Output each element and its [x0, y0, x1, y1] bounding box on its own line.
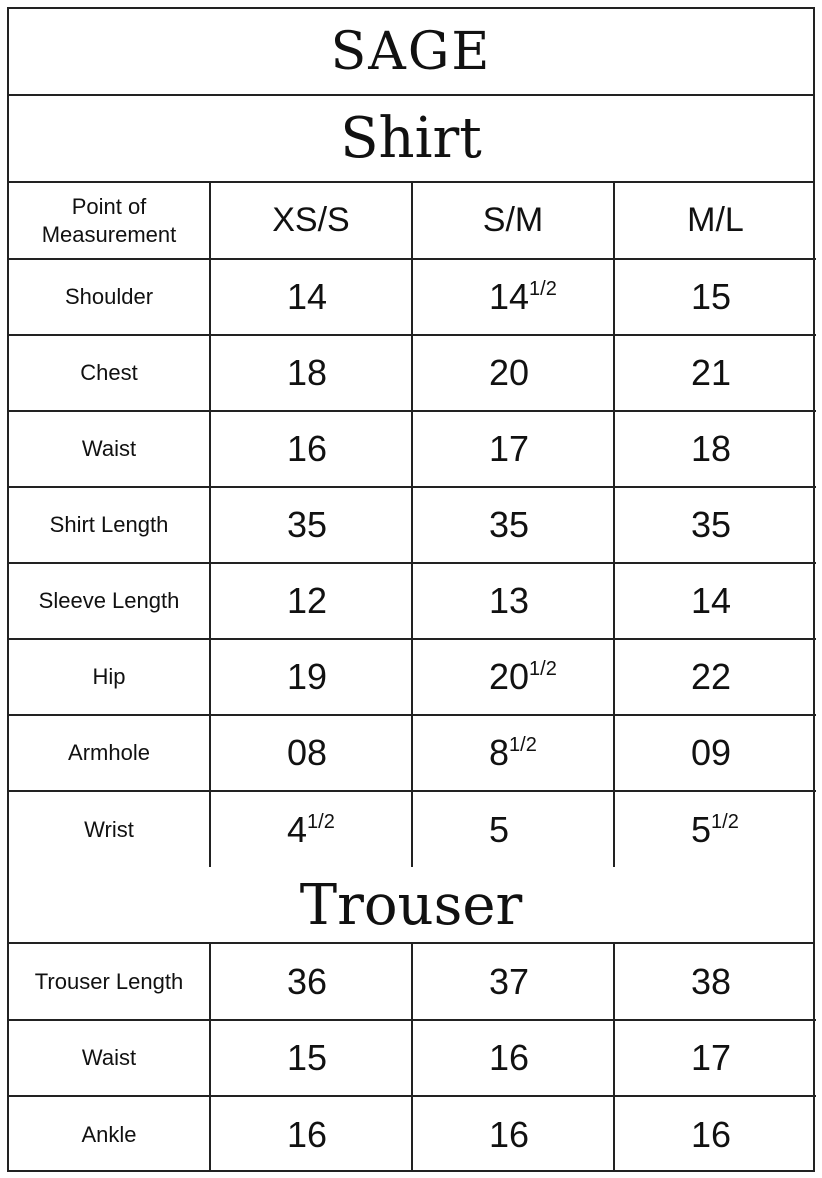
value-whole: 15 — [691, 276, 732, 317]
value-whole: 4 — [287, 808, 308, 850]
measurement-label: Waist — [9, 411, 210, 487]
value-fraction: 1/2 — [307, 810, 335, 833]
shirt-row — [9, 715, 816, 791]
value-whole: 20 — [489, 352, 530, 393]
measurement-value — [412, 487, 614, 563]
shirt-row — [9, 563, 816, 639]
measurement-value — [614, 411, 816, 487]
measurement-label: Shoulder — [9, 259, 210, 335]
measurement-value — [210, 1020, 412, 1096]
measurement-value — [412, 639, 614, 715]
value-whole: 17 — [489, 428, 530, 469]
value-whole: 5 — [691, 808, 712, 850]
measurement-value — [412, 563, 614, 639]
value-whole: 38 — [691, 960, 732, 1002]
measurement-label: Ankle — [9, 1096, 210, 1172]
value-whole: 14 — [287, 276, 328, 317]
value-whole: 18 — [691, 428, 732, 469]
measurement-value — [210, 1096, 412, 1172]
value-whole: 14 — [489, 276, 530, 317]
value-whole: 12 — [287, 580, 328, 621]
value-whole: 5 — [489, 808, 510, 850]
measurement-value — [412, 944, 614, 1020]
value-whole: 37 — [489, 960, 530, 1002]
value-whole: 16 — [489, 1113, 530, 1155]
measurement-value — [614, 563, 816, 639]
value-whole: 15 — [287, 1037, 328, 1078]
value-whole: 22 — [691, 656, 732, 697]
shirt-row — [9, 335, 816, 411]
trouser-section-title: Trouser — [9, 868, 813, 944]
value-whole: 08 — [287, 732, 328, 773]
value-whole: 18 — [287, 352, 328, 393]
measurement-value — [210, 259, 412, 335]
measurement-value — [412, 1096, 614, 1172]
measurement-value — [614, 715, 816, 791]
measurement-value — [614, 639, 816, 715]
size-chart — [7, 7, 815, 1172]
measurement-value — [614, 1096, 816, 1172]
measurement-value — [210, 791, 412, 867]
measurement-value — [210, 639, 412, 715]
value-whole: 09 — [691, 732, 732, 773]
value-whole: 13 — [489, 580, 530, 621]
measurement-value — [614, 335, 816, 411]
shirt-row — [9, 259, 816, 335]
value-whole: 35 — [287, 504, 328, 545]
measurement-label: Hip — [9, 639, 210, 715]
measurement-value — [614, 791, 816, 867]
value-fraction: 1/2 — [529, 658, 557, 680]
value-whole: 16 — [287, 1113, 328, 1155]
shirt-section-title: Shirt — [9, 96, 813, 183]
measurement-value — [412, 411, 614, 487]
measurement-value — [412, 715, 614, 791]
measurement-value — [210, 335, 412, 411]
measurement-label: Wrist — [9, 791, 210, 867]
measurement-label: Trouser Length — [9, 944, 210, 1020]
pom-line-1: Point of — [71, 193, 147, 219]
trouser-row — [9, 1020, 816, 1096]
measurement-value — [614, 944, 816, 1020]
shirt-header-row — [9, 183, 816, 259]
pom-line-2: Measurement — [41, 221, 177, 247]
size-header-s-m: S/M — [412, 183, 614, 259]
measurement-label: Waist — [9, 1020, 210, 1096]
shirt-row — [9, 487, 816, 563]
measurement-value — [210, 944, 412, 1020]
shirt-size-table — [9, 183, 816, 867]
measurement-label: Sleeve Length — [9, 563, 210, 639]
value-whole: 14 — [691, 580, 732, 621]
value-fraction: 1/2 — [711, 810, 739, 833]
size-header-m-l: M/L — [614, 183, 816, 259]
value-whole: 16 — [691, 1113, 732, 1155]
value-whole: 19 — [287, 656, 328, 697]
value-fraction: 1/2 — [509, 734, 537, 756]
measurement-value — [210, 563, 412, 639]
value-fraction: 1/2 — [529, 278, 557, 300]
measurement-value — [412, 791, 614, 867]
trouser-row — [9, 944, 816, 1020]
measurement-value — [210, 487, 412, 563]
shirt-row — [9, 791, 816, 867]
value-whole: 35 — [691, 504, 732, 545]
measurement-value — [412, 259, 614, 335]
measurement-value — [210, 715, 412, 791]
measurement-value — [614, 259, 816, 335]
shirt-row — [9, 639, 816, 715]
measurement-label: Chest — [9, 335, 210, 411]
measurement-value — [614, 1020, 816, 1096]
value-whole: 17 — [691, 1037, 732, 1078]
value-whole: 16 — [287, 428, 328, 469]
value-whole: 16 — [489, 1037, 530, 1078]
point-of-measurement-header — [9, 183, 210, 259]
measurement-label: Shirt Length — [9, 487, 210, 563]
measurement-label: Armhole — [9, 715, 210, 791]
value-whole: 20 — [489, 656, 530, 697]
value-whole: 35 — [489, 504, 530, 545]
trouser-size-table — [9, 944, 816, 1172]
trouser-row — [9, 1096, 816, 1172]
measurement-value — [412, 1020, 614, 1096]
size-header-xs-s: XS/S — [210, 183, 412, 259]
value-whole: 8 — [489, 732, 510, 773]
value-whole: 21 — [691, 352, 732, 393]
shirt-row — [9, 411, 816, 487]
measurement-value — [614, 487, 816, 563]
brand-logo: SAGE — [9, 9, 813, 96]
measurement-value — [210, 411, 412, 487]
value-whole: 36 — [287, 960, 328, 1002]
measurement-value — [412, 335, 614, 411]
